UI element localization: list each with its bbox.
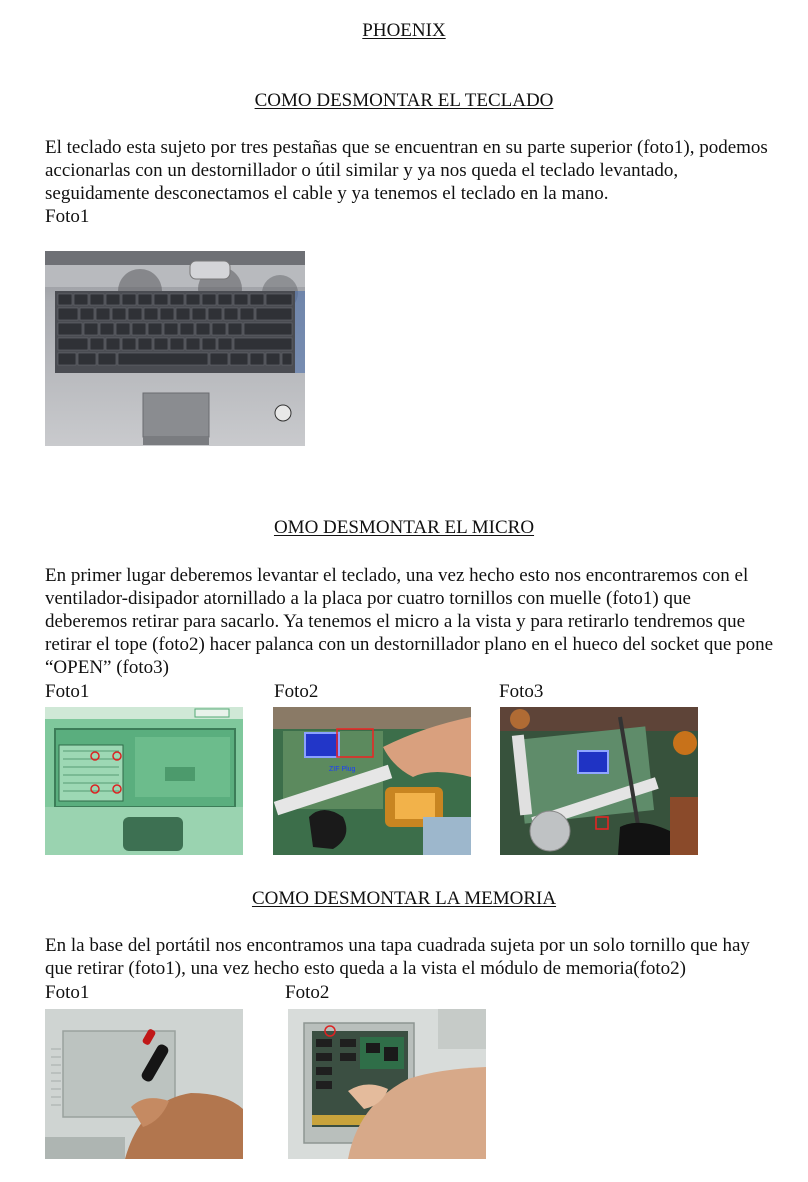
page-title: PHOENIX [362, 20, 446, 41]
section-paragraph-memoria: En la base del portátil nos encontramos una tapa cuadrada sujeta por un solo tornillo que hay que retirar (foto1), una vez hecho esto queda a la vista el módulo de memoria(foto2) [45, 935, 750, 979]
caption-memoria-foto1: Foto1 [45, 982, 90, 1003]
section-paragraph-micro: En primer lugar deberemos levantar el teclado, una vez hecho esto nos encontraremos con el ventilador-disipador atornillado a la placa por cuatro tornillos con muelle (foto1) que deberemos retirar para sacarlo. Ya tenemos el micro a la vista y para retirarlo tendremos que retirar el tope (foto2) hacer palanca con un destornillador plano en el hueco del socket que pone “OPEN” (foto3) [45, 565, 774, 678]
section-paragraph-keyboard: El teclado esta sujeto por tres pestañas que se encuentran en su parte superior (foto1), podemos accionarlas con un destornillador o útil similar y ya nos queda el teclado levantado, seguidamente desconectamos el cable y ya tenemos el teclado en la mano. [45, 137, 768, 204]
section-heading-memoria: COMO DESMONTAR LA MEMORIA [251, 888, 557, 909]
caption-memoria-foto2: Foto2 [285, 982, 330, 1003]
caption-micro-foto3: Foto3 [499, 681, 544, 702]
zif-label: ZIF Plug [329, 766, 356, 773]
caption-keyboard-foto1: Foto1 [45, 206, 90, 227]
photo-keyboard [45, 251, 305, 446]
photo-micro-socket [500, 707, 698, 855]
photo-memoria-module [288, 1009, 486, 1159]
section-heading-keyboard: COMO DESMONTAR EL TECLADO [254, 90, 554, 111]
photo-memoria-cover [45, 1009, 243, 1159]
photo-micro-zif [273, 707, 471, 855]
caption-micro-foto1: Foto1 [45, 681, 90, 702]
photo-micro-heatsink [45, 707, 243, 855]
caption-micro-foto2: Foto2 [274, 681, 319, 702]
section-heading-micro: OMO DESMONTAR EL MICRO [273, 517, 535, 538]
